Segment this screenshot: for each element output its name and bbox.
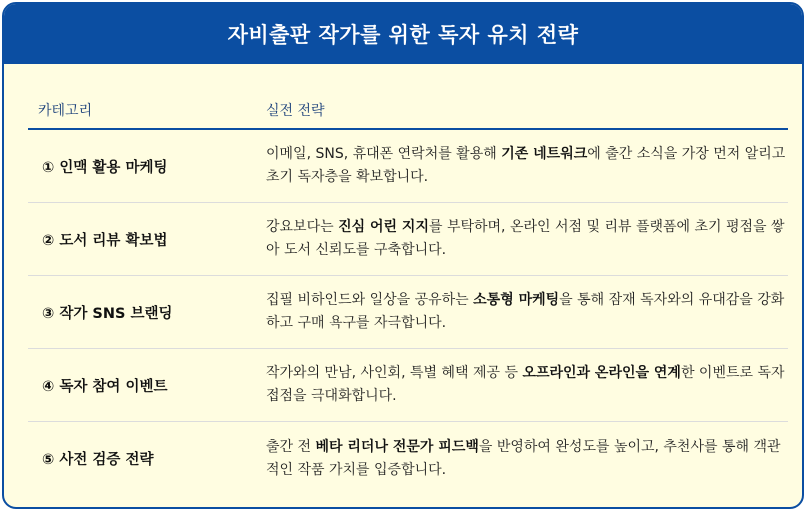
row-description: 출간 전 베타 리더나 전문가 피드백을 반영하여 완성도를 높이고, 추천사를 통해 객관적인 작품 가치를 입증합니다.: [266, 438, 781, 478]
table-row: [28, 130, 788, 203]
row-highlight: 오프라인과 온라인을 연계: [522, 365, 681, 381]
row-category: ⑤ 사전 검증 전략: [42, 452, 154, 468]
row-category: ③ 작가 SNS 브랜딩: [42, 305, 173, 322]
row-highlight: 진심 어린 지지: [338, 219, 429, 235]
row-highlight: 소통형 마케팅: [473, 292, 560, 308]
row-category: ② 도서 리뷰 확보법: [42, 232, 168, 249]
header-category: 카테고리: [38, 103, 93, 119]
strategy-table: [28, 92, 788, 495]
table-row: [28, 203, 788, 276]
strategy-card: [2, 2, 804, 509]
table-row: [28, 422, 788, 495]
row-category: ④ 독자 참여 이벤트: [42, 378, 168, 395]
table-header: [28, 92, 788, 130]
page-title: 자비출판 작가를 위한 독자 유치 전략: [4, 4, 802, 64]
row-description: 작가와의 만남, 사인회, 특별 혜택 제공 등 오프라인과 온라인을 연계한 이벤트로 독자 접점을 극대화합니다.: [266, 365, 785, 404]
row-highlight: 기존 네트워크: [501, 146, 588, 162]
header-strategy: 실전 전략: [266, 103, 325, 119]
row-highlight: 베타 리더나 전문가 피드백: [315, 438, 479, 455]
row-description: 강요보다는 진심 어린 지지를 부탁하며, 온라인 서점 및 리뷰 플랫폼에 초기 평점을 쌓아 도서 신뢰도를 구축합니다.: [266, 219, 785, 258]
table-row: [28, 349, 788, 422]
row-category: ① 인맥 활용 마케팅: [42, 159, 168, 176]
table-row: [28, 276, 788, 349]
row-description: 이메일, SNS, 휴대폰 연락처를 활용해 기존 네트워크에 출간 소식을 가장 먼저 알리고 초기 독자층을 확보합니다.: [266, 146, 786, 185]
row-description: 집필 비하인드와 일상을 공유하는 소통형 마케팅을 통해 잠재 독자와의 유대감을 강화하고 구매 욕구를 자극합니다.: [266, 292, 785, 331]
